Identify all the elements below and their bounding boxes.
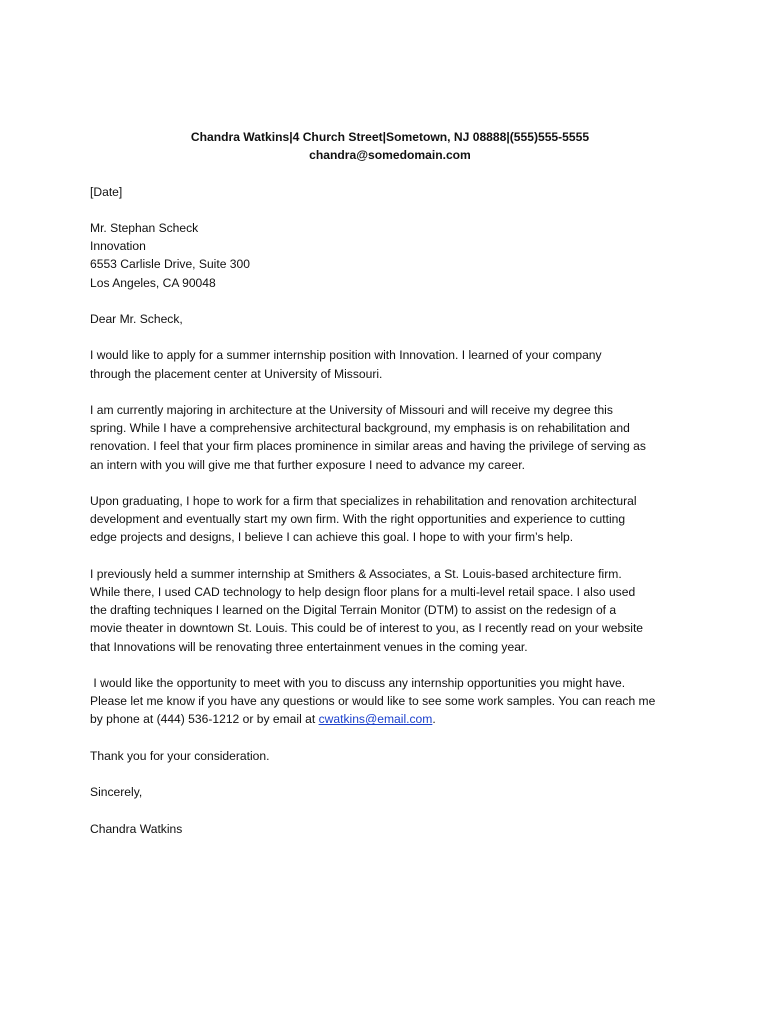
body-paragraph-2 — [90, 401, 690, 474]
recipient-city: Los Angeles, CA 90048 — [90, 275, 216, 290]
paragraph-line: Please let me know if you have any questions or would like to see some work samples. You can reach me — [90, 694, 656, 709]
paragraph-line: renovation. I feel that your firm places prominence in similar areas and having the privilege of serving as — [90, 439, 646, 454]
paragraph-line: I am currently majoring in architecture at the University of Missouri and will receive my degree this — [90, 402, 613, 417]
salutation: Dear Mr. Scheck, — [90, 311, 183, 326]
closing: Sincerely, — [90, 785, 143, 800]
recipient-address — [90, 219, 690, 292]
email-link[interactable]: cwatkins@email.com — [318, 712, 433, 727]
paragraph-line: an intern with you will give me that further exposure I need to advance my career. — [90, 457, 525, 472]
paragraph-line: that Innovations will be renovating three entertainment venues in the coming year. — [90, 639, 528, 654]
recipient-name: Mr. Stephan Scheck — [90, 220, 199, 235]
signature-name: Chandra Watkins — [90, 821, 183, 836]
contact-phone-text: by phone at (444) 536-1212 or by email at — [90, 712, 319, 727]
recipient-street: 6553 Carlisle Drive, Suite 300 — [90, 257, 250, 272]
letter-page — [90, 128, 690, 838]
sender-email-line: chandra@somedomain.com — [309, 148, 471, 163]
letter-date: [Date] — [90, 184, 123, 199]
paragraph-line: I previously held a summer internship at Smithers & Associates, a St. Louis-based architecture firm. — [90, 566, 622, 581]
letter-header — [70, 128, 710, 164]
paragraph-line: I would like to apply for a summer internship position with Innovation. I learned of your company — [90, 348, 602, 363]
paragraph-line: edge projects and designs, I believe I can achieve this goal. I hope to with your firm’s help. — [90, 530, 574, 545]
paragraph-line: Upon graduating, I hope to work for a firm that specializes in rehabilitation and renovation architectural — [90, 493, 637, 508]
contact-line-period: . — [432, 712, 436, 727]
paragraph-line — [90, 710, 690, 728]
paragraph-line: through the placement center at University of Missouri. — [90, 366, 383, 381]
recipient-company: Innovation — [90, 239, 146, 254]
paragraph-line: While there, I used CAD technology to help design floor plans for a multi-level retail space. I also used — [90, 584, 636, 599]
paragraph-line: development and eventually start my own firm. With the right opportunities and experience to cutting — [90, 512, 626, 527]
paragraph-line: movie theater in downtown St. Louis. This could be of interest to you, as I recently read on your website — [90, 621, 644, 636]
contact-paragraph — [90, 674, 690, 729]
sender-contact-line: Chandra Watkins|4 Church Street|Sometown, NJ 08888|(555)555-5555 — [190, 130, 590, 144]
body-paragraph-3 — [90, 492, 690, 547]
paragraph-line: I would like the opportunity to meet with you to discuss any internship opportunities you might have. — [90, 675, 626, 690]
paragraph-line: the drafting techniques I learned on the Digital Terrain Monitor (DTM) to assist on the redesign of a — [90, 603, 617, 618]
paragraph-line: spring. While I have a comprehensive architectural background, my emphasis is on rehabilitation and — [90, 421, 630, 436]
body-paragraph-4 — [90, 565, 690, 656]
thanks-line: Thank you for your consideration. — [90, 748, 270, 763]
body-paragraph-1 — [90, 346, 690, 382]
